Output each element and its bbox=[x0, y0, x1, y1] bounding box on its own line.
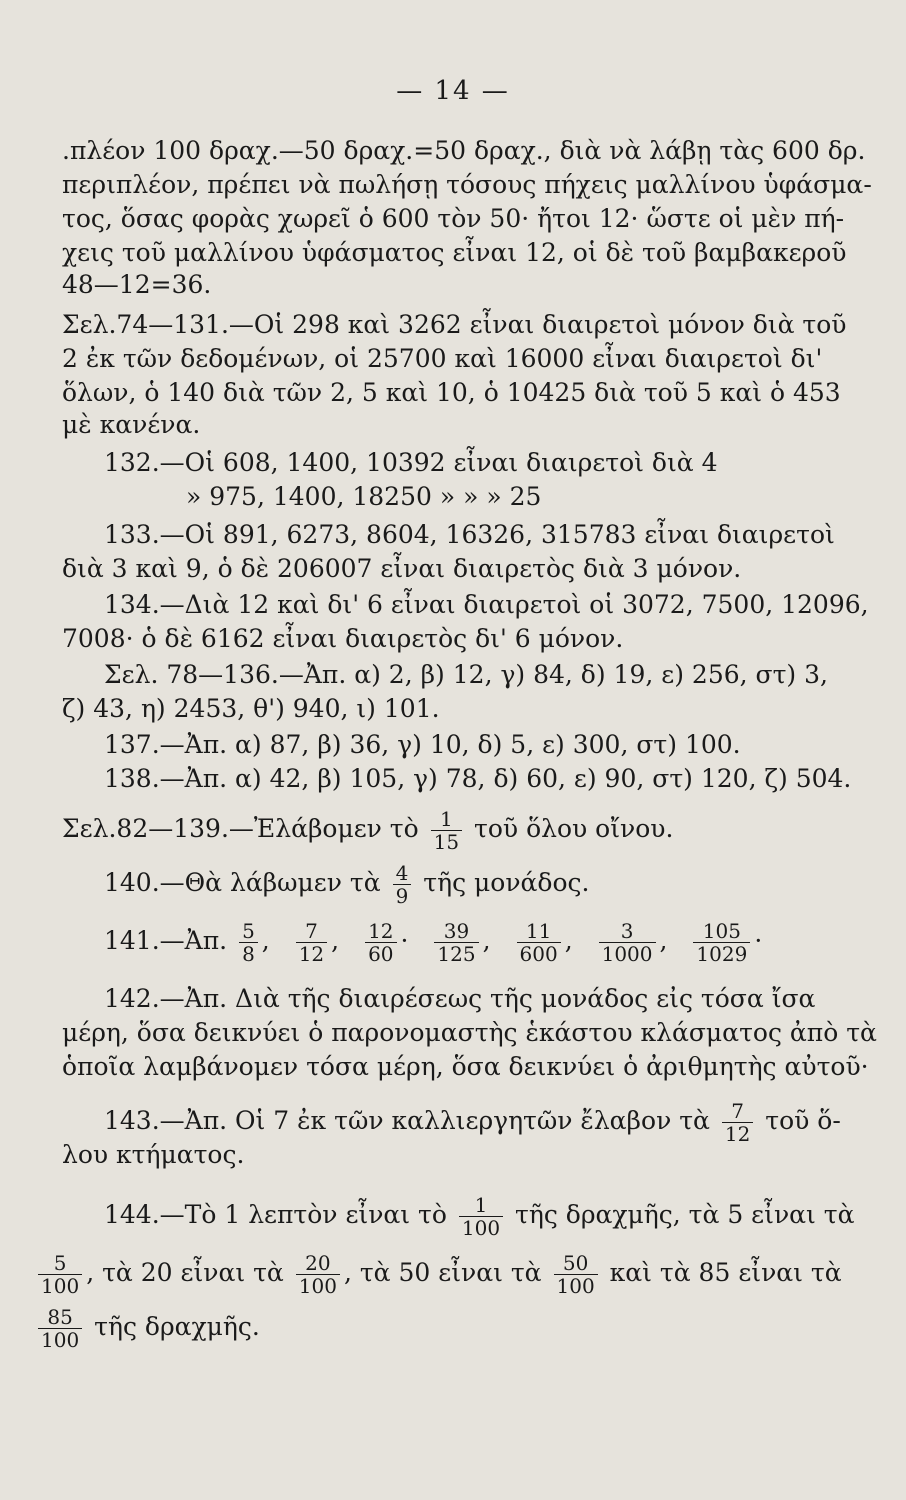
fraction-denominator: 100 bbox=[41, 1274, 80, 1298]
text-line: ὁποῖα λαμβάνομεν τόσα μέρη, ὅσα δεικνύει ὁ ἀριθμητὴς αὐτοῦ· bbox=[62, 1052, 869, 1081]
text-segment: τοῦ ὅλου οἴνου. bbox=[474, 814, 674, 843]
fraction bbox=[296, 920, 327, 965]
separator: , bbox=[261, 926, 270, 955]
fraction bbox=[722, 1100, 753, 1145]
text-line: 7008· ὁ δὲ 6162 εἶναι διαιρετὸς δι' 6 μόνον. bbox=[62, 624, 624, 653]
text-line: χεις τοῦ μαλλίνου ὑφάσματος εἶναι 12, οἱ δὲ τοῦ βαμβακεροῦ bbox=[62, 238, 847, 267]
separator: · bbox=[400, 926, 409, 955]
fraction-numerator: 105 bbox=[693, 920, 750, 943]
separator: , bbox=[331, 926, 340, 955]
fraction-numerator: 7 bbox=[722, 1100, 753, 1123]
text-line-with-fraction bbox=[104, 1194, 854, 1239]
text-line: 137.—Ἀπ. α) 87, β) 36, γ) 10, δ) 5, ε) 300, στ) 100. bbox=[104, 730, 741, 759]
page-number: — 14 — bbox=[396, 76, 510, 106]
fraction bbox=[693, 920, 750, 965]
fraction-numerator: 39 bbox=[434, 920, 478, 943]
fraction-denominator: 125 bbox=[437, 942, 476, 966]
text-line: .πλέον 100 δραχ.—50 δραχ.=50 δραχ., διὰ νὰ λάβῃ τὰς 600 δρ. bbox=[62, 136, 866, 165]
text-line-with-fraction bbox=[34, 1306, 260, 1351]
fraction-denominator: 8 bbox=[242, 942, 255, 966]
text-line-with-fraction bbox=[104, 862, 589, 907]
fraction-numerator: 11 bbox=[517, 920, 561, 943]
fraction bbox=[393, 862, 412, 907]
text-segment: 144.—Τὸ 1 λεπτὸν εἶναι τὸ bbox=[104, 1200, 447, 1229]
fraction-numerator: 12 bbox=[365, 920, 396, 943]
fraction-numerator: 7 bbox=[296, 920, 327, 943]
fraction bbox=[599, 920, 656, 965]
text-segment: τῆς μονάδος. bbox=[423, 868, 590, 897]
text-line: λου κτήματος. bbox=[62, 1140, 245, 1169]
fraction-numerator: 1 bbox=[431, 808, 462, 831]
text-line: » 975, 1400, 18250 » » » 25 bbox=[186, 482, 542, 511]
text-segment: 141.—Ἀπ. bbox=[104, 926, 228, 955]
fraction-denominator: 100 bbox=[298, 1274, 337, 1298]
fraction-denominator: 100 bbox=[461, 1216, 501, 1240]
text-line: ὅλων, ὁ 140 διὰ τῶν 2, 5 καὶ 10, ὁ 10425 διὰ τοῦ 5 καὶ ὁ 453 bbox=[62, 378, 841, 407]
text-line-with-fraction bbox=[62, 808, 673, 853]
text-segment: καὶ τὰ 85 εἶναι τὰ bbox=[609, 1258, 842, 1287]
text-line: 132.—Οἱ 608, 1400, 10392 εἶναι διαιρετοὶ διὰ 4 bbox=[104, 448, 718, 477]
fraction-denominator: 1000 bbox=[601, 942, 653, 966]
fraction bbox=[365, 920, 396, 965]
text-segment: τῆς δραχμῆς. bbox=[94, 1312, 260, 1341]
fraction-numerator: 50 bbox=[554, 1252, 598, 1275]
text-line: Σελ. 78—136.—Ἀπ. α) 2, β) 12, γ) 84, δ) 19, ε) 256, στ) 3, bbox=[104, 660, 828, 689]
separator: , bbox=[659, 926, 668, 955]
text-line: 133.—Οἱ 891, 6273, 8604, 16326, 315783 εἶναι διαιρετοὶ bbox=[104, 520, 835, 549]
fraction bbox=[296, 1252, 340, 1297]
separator: , bbox=[482, 926, 491, 955]
fraction bbox=[239, 920, 258, 965]
fraction-numerator: 5 bbox=[38, 1252, 82, 1275]
separator: · bbox=[754, 926, 763, 955]
fraction bbox=[459, 1194, 503, 1239]
fraction-denominator: 12 bbox=[724, 1122, 751, 1146]
fraction-denominator: 100 bbox=[556, 1274, 595, 1298]
text-line-with-fractions bbox=[34, 1252, 842, 1297]
text-line: μὲ κανένα. bbox=[62, 410, 201, 439]
text-line: Σελ.74—131.—Οἱ 298 καὶ 3262 εἶναι διαιρετοὶ μόνον διὰ τοῦ bbox=[62, 310, 847, 339]
text-line-with-fractions bbox=[104, 920, 762, 965]
fraction-denominator: 12 bbox=[298, 942, 325, 966]
text-line: 48—12=36. bbox=[62, 270, 212, 299]
fraction bbox=[434, 920, 478, 965]
text-segment: Σελ.82—139.—Ἐλάβομεν τὸ bbox=[62, 814, 419, 843]
text-segment: , τὰ 50 εἶναι τὰ bbox=[343, 1258, 542, 1287]
text-line: 2 ἐκ τῶν δεδομένων, οἱ 25700 καὶ 16000 εἶναι διαιρετοὶ δι' bbox=[62, 344, 823, 373]
text-segment: 143.—Ἀπ. Οἱ 7 ἐκ τῶν καλλιεργητῶν ἔλαβον τὰ bbox=[104, 1106, 710, 1135]
fraction bbox=[554, 1252, 598, 1297]
text-line: ζ) 43, η) 2453, θ') 940, ι) 101. bbox=[62, 694, 440, 723]
fraction-numerator: 1 bbox=[459, 1194, 503, 1217]
fraction-numerator: 20 bbox=[296, 1252, 340, 1275]
separator: , bbox=[564, 926, 573, 955]
fraction-denominator: 60 bbox=[368, 942, 394, 966]
fraction bbox=[38, 1306, 82, 1351]
fraction-numerator: 3 bbox=[599, 920, 656, 943]
text-segment: τοῦ ὅ- bbox=[765, 1106, 841, 1135]
text-segment: τῆς δραχμῆς, τὰ 5 εἶναι τὰ bbox=[515, 1200, 855, 1229]
text-line-with-fraction bbox=[104, 1100, 841, 1145]
fraction-numerator: 5 bbox=[239, 920, 258, 943]
text-line: μέρη, ὅσα δεικνύει ὁ παρονομαστὴς ἑκάστου κλάσματος ἀπὸ τὰ bbox=[62, 1018, 877, 1047]
fraction-denominator: 100 bbox=[41, 1328, 80, 1352]
fraction-numerator: 85 bbox=[38, 1306, 82, 1329]
text-line: περιπλέον, πρέπει νὰ πωλήσῃ τόσους πήχεις μαλλίνου ὑφάσμα- bbox=[62, 170, 872, 199]
text-line: 138.—Ἀπ. α) 42, β) 105, γ) 78, δ) 60, ε) 90, στ) 120, ζ) 504. bbox=[104, 764, 852, 793]
text-segment: , τὰ 20 εἶναι τὰ bbox=[86, 1258, 284, 1287]
text-line: διὰ 3 καὶ 9, ὁ δὲ 206007 εἶναι διαιρετὸς διὰ 3 μόνον. bbox=[62, 554, 742, 583]
fraction-denominator: 15 bbox=[433, 830, 460, 854]
fraction-numerator: 4 bbox=[393, 862, 412, 885]
fraction-denominator: 9 bbox=[395, 884, 409, 908]
text-segment: 140.—Θὰ λάβωμεν τὰ bbox=[104, 868, 381, 897]
text-line: 134.—Διὰ 12 καὶ δι' 6 εἶναι διαιρετοὶ οἱ 3072, 7500, 12096, bbox=[104, 590, 869, 619]
fraction-denominator: 600 bbox=[519, 942, 558, 966]
fraction bbox=[431, 808, 462, 853]
fraction-denominator: 1029 bbox=[696, 942, 748, 966]
text-line: 142.—Ἀπ. Διὰ τῆς διαιρέσεως τῆς μονάδος εἰς τόσα ἴσα bbox=[104, 984, 816, 1013]
fraction bbox=[517, 920, 561, 965]
fraction bbox=[38, 1252, 82, 1297]
text-line: τος, ὅσας φορὰς χωρεῖ ὁ 600 τὸν 50· ἤτοι 12· ὥστε οἱ μὲν πή- bbox=[62, 204, 845, 233]
